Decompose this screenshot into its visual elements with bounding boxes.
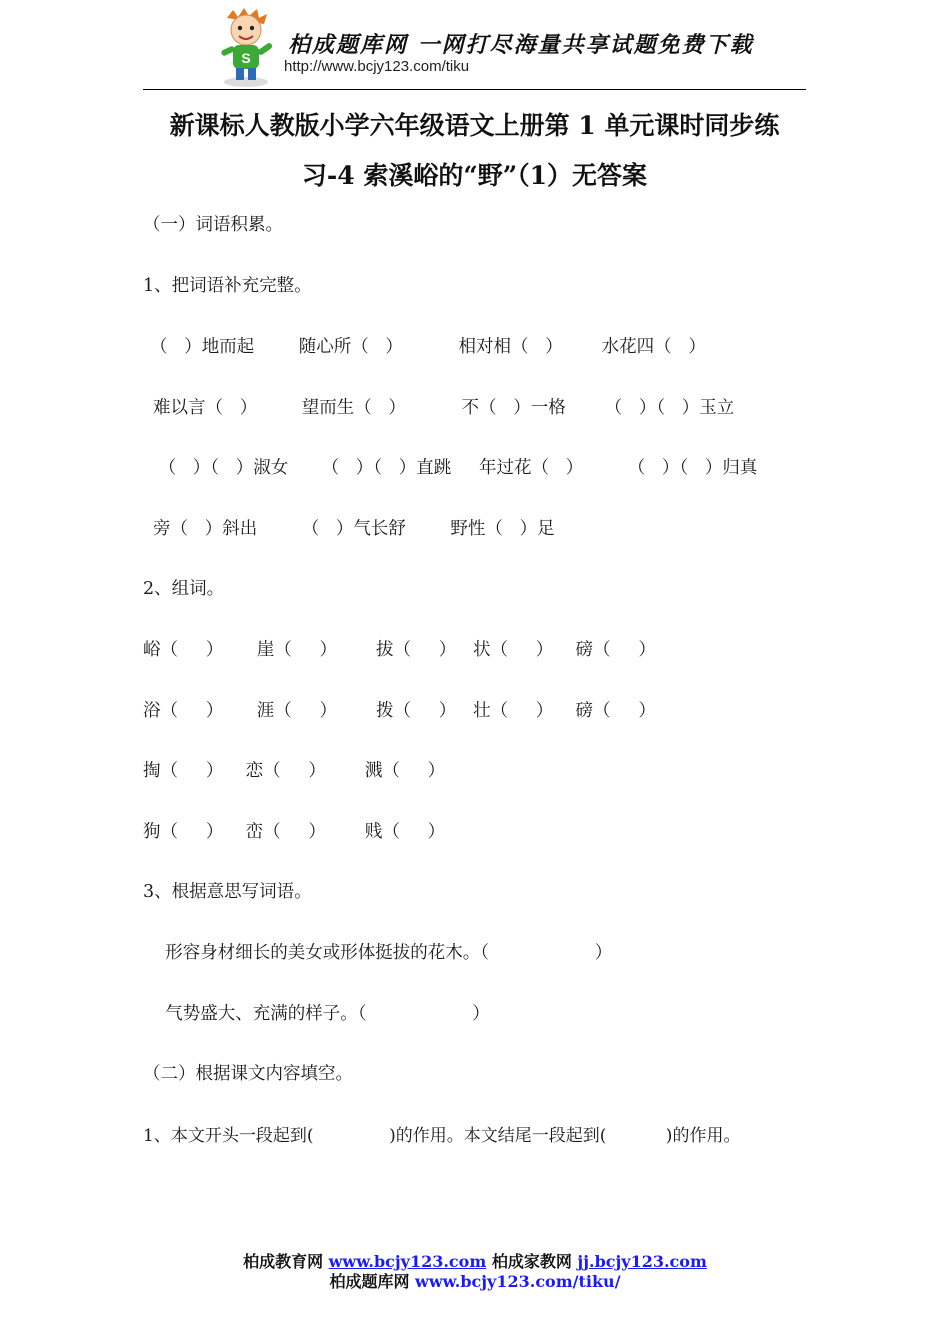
header-divider	[143, 89, 806, 90]
footer-line-2	[0, 1269, 950, 1292]
footer-label-tiku: 柏成题库网	[329, 1272, 416, 1291]
site-url[interactable]: http://www.bcjy123.com/tiku	[284, 58, 470, 75]
fill-row-1: （ ）地而起 随心所（ ） 相对相（ ） 水花四（ ）	[150, 337, 706, 357]
section-heading-content: （二）根据课文内容填空。	[143, 1064, 353, 1084]
footer-label-tutor: 柏成家教网	[486, 1252, 578, 1271]
question-2-prompt: 2、组词。	[143, 579, 225, 599]
section-heading-vocabulary: （一）词语积累。	[143, 215, 283, 235]
document-title-line-2: 习-4 索溪峪的“野”（1）无答案	[301, 161, 648, 190]
word-group-row-3: 掏（ ） 恋（ ） 溅（ ）	[143, 761, 446, 781]
site-brand-slogan: 柏成题库网 一网打尽海量共享试题免费下载	[288, 32, 754, 58]
footer-link-main[interactable]: www.bcjy123.com	[328, 1252, 487, 1271]
document-title-line-1: 新课标人教版小学六年级语文上册第 1 单元课时同步练	[169, 111, 780, 140]
site-header	[143, 6, 806, 90]
svg-text:S: S	[241, 50, 251, 66]
word-group-row-4: 狗（ ） 峦（ ） 贱（ ）	[143, 822, 446, 842]
footer-link-tiku[interactable]: www.bcjy123.com/tiku/	[415, 1272, 621, 1291]
footer-label-education: 柏成教育网	[243, 1252, 329, 1271]
question-3-prompt: 3、根据意思写词语。	[143, 882, 312, 902]
fill-row-3: （ ）（ ）淑女 （ ）（ ）直跳 年过花（ ） （ ）（ ）归真	[153, 458, 758, 478]
fill-row-2: 难以言（ ） 望而生（ ） 不（ ）一格 （ ）（ ）玉立	[153, 398, 735, 418]
content-fill-question-1: 1、本文开头一段起到( )的作用。本文结尾一段起到( )的作用。	[143, 1126, 741, 1146]
mascot-logo-icon	[213, 8, 283, 88]
word-group-row-1: 峪（ ） 崖（ ） 拔（ ） 状（ ） 磅（ ）	[143, 640, 656, 660]
definition-2: 气势盛大、充满的样子。（ ）	[143, 1004, 490, 1024]
footer-link-tutor[interactable]: jj.bcjy123.com	[577, 1252, 707, 1271]
fill-row-4: 旁（ ）斜出 （ ）气长舒 野性（ ）足	[153, 519, 555, 539]
question-1-prompt: 1、把词语补充完整。	[143, 276, 312, 296]
definition-1: 形容身材细长的美女或形体挺拔的花木。（ ）	[143, 943, 613, 963]
word-group-row-2: 浴（ ） 涯（ ） 拨（ ） 壮（ ） 磅（ ）	[143, 701, 656, 721]
